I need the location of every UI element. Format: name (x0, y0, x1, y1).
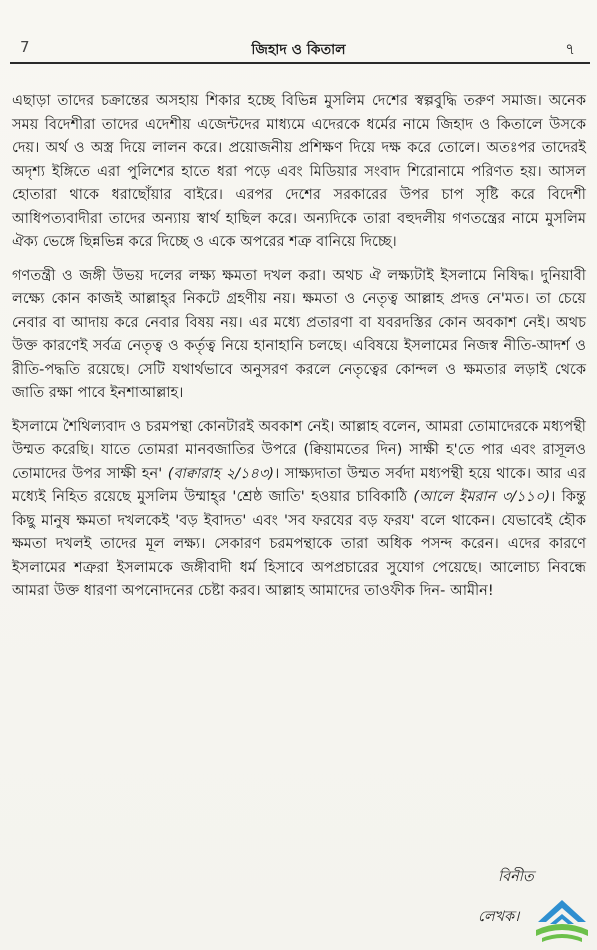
paragraph-text: ইসলামে শৈথিল্যবাদ ও চরমপন্থা কোনটারই অবকাশ নেই। আল্লাহ বলেন, আমরা তোমাদেরকে মধ্যপন্থী উম্মত করেছি। যাতে তোমরা মানবজাতির উপরে (ক্বিয়ামতের দিন) সাক্ষী হ'তে পার এবং রাসূলও তোমাদের উপর সাক্ষী হন' (12, 418, 586, 482)
page-number-left: 7 (20, 38, 30, 56)
citation-ale-imran: (আলে ইমরান ৩/১১০) (413, 489, 551, 505)
page-number-right: ৭ (565, 40, 575, 58)
author-word: লেখক। (478, 909, 520, 925)
paragraph-text: গণতন্ত্রী ও জঙ্গী উভয় দলের লক্ষ্য ক্ষমতা দখল করা। অথচ ঐ লক্ষ্যটাই ইসলামে নিষিদ্ধ। দুনিয়াবী লক্ষ্যে কোন কাজই আল্লাহ্‌র নিকটে গ্রহণীয় নয়। ক্ষমতা ও নেতৃত্ব আল্লাহ প্রদত্ত নে'মত। তা চেয়ে নেবার বা আদায় করে নেবার বিষয় নয়। এর মধ্যে প্রতারণা বা যবরদস্তির কোন অবকাশ নেই। অথচ উক্ত কারণেই সর্বত্র নেতৃত্ব ও কর্তৃত্ব নিয়ে হানাহানি চলছে। এবিষয়ে ইসলামের নিজস্ব নীতি-আদর্শ ও রীতি-পদ্ধতি রয়েছে। সেটি যথার্থভাবে অনুসরণ করলে নেতৃত্বের কোন্দল ও ক্ষমতার লড়াই থেকে জাতি রক্ষা পাবে ইনশাআল্লাহ। (12, 267, 586, 401)
running-title: জিহাদ ও কিতাল (251, 42, 346, 58)
publisher-logo-icon (532, 896, 592, 946)
page-header (0, 38, 597, 62)
closing-word: বিনীত (498, 869, 534, 885)
citation-baqarah: (বাক্বারাহ ২/১৪৩) (167, 465, 275, 482)
paragraph-3 (12, 416, 586, 604)
header-rule (10, 62, 590, 64)
page-body (12, 90, 586, 614)
paragraph-text: । সাক্ষ্যদাতা উম্মত সর্বদা মধ্যপন্থী হয়ে থাকে। আর এর মধ্যেই নিহিত রয়েছে মুসলিম উম্মাহ্‌র 'শ্রেষ্ঠ জাতি' হওয়ার চাবিকাঠি (12, 465, 586, 505)
paragraph-text: এছাড়া তাদের চক্রান্তের অসহায় শিকার হচ্ছে বিভিন্ন মুসলিম দেশের স্বল্পবুদ্ধি তরুণ সমাজ। অনেক সময় বিদেশীরা তাদের এদেশীয় এজেন্টদের মাধ্যমে এদেরকে ধর্মের নামে জিহাদ ও কিতালে উসকে দেয়। অর্থ ও অস্ত্র দিয়ে লালন করে। প্রয়োজনীয় প্রশিক্ষণ দিয়ে দক্ষ করে তোলে। অতঃপর তাদেরই অদৃশ্য ইঙ্গিতে এরা পুলিশের হাতে ধরা পড়ে এবং মিডিয়ার সংবাদ শিরোনামে পরিণত হয়। আসল হোতারা থাকে ধরাছোঁয়ার বাইরে। এরপর দেশের সরকারের উপর চাপ সৃষ্টি করে বিদেশী আধিপত্যবাদীরা তাদের অন্যায় স্বার্থ হাছিল করে। অন্যদিকে তারা বহুদলীয় গণতন্ত্রের নামে মুসলিম ঐক্য ভেঙ্গে ছিন্নভিন্ন করে দিচ্ছে ও একে অপরের শত্রু বানিয়ে দিচ্ছে। (12, 93, 586, 250)
paragraph-1 (12, 90, 586, 255)
paragraph-text: । কিন্তু কিছু মানুষ ক্ষমতা দখলকেই 'বড় ইবাদত' এবং 'সব ফরযের বড় ফরয' বলে থাকেন। যেভাবেই হৌক ক্ষমতা দখলই তাদের মূল লক্ষ্য। সেকারণ চরমপন্থাকে তারা অধিক পসন্দ করেন। এদের কারণে ইসলামের শত্রুরা ইসলামকে জঙ্গীবাদী ধর্ম হিসাবে অপপ্রচারের সুযোগ পেয়েছে। আলোচ্য নিবন্ধে আমরা উক্ত ধারণা অপনোদনের চেষ্টা করব। আল্লাহ আমাদের তাওফীক দিন- আমীন! (12, 489, 587, 599)
paragraph-2 (12, 265, 586, 406)
